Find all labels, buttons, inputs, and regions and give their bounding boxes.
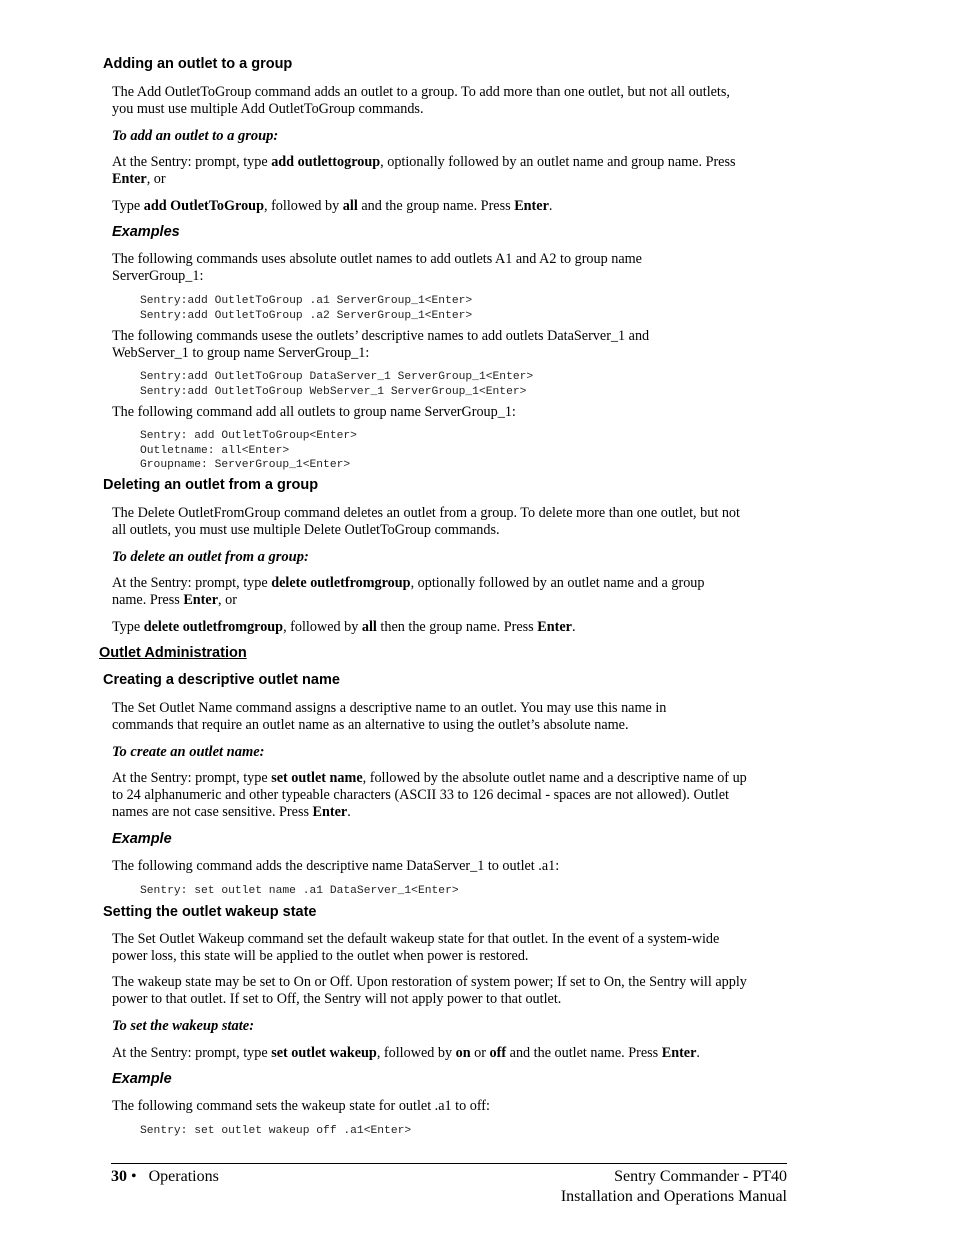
- code-block: [140, 370, 533, 399]
- code-block: [140, 294, 472, 323]
- paragraph: The following commands uses absolute outlet names to add outlets A1 and A2 to group name ServerGroup_1:: [112, 251, 642, 284]
- code-line: Sentry: add OutletToGroup<Enter>: [140, 430, 357, 442]
- heading-wakeup-state: Setting the outlet wakeup state: [103, 904, 317, 920]
- paragraph: The wakeup state may be set to On or Off. Upon restoration of system power; If set to On, the Sentry will apply power to that outlet. If set to Off, the Sentry will not apply power to that outlet.: [112, 974, 747, 1007]
- footer-left: [111, 1167, 219, 1187]
- code-line: Sentry:add OutletToGroup DataServer_1 ServerGroup_1<Enter>: [140, 371, 534, 383]
- paragraph: The following commands usese the outlets’ descriptive names to add outlets DataServer_1 and WebServer_1 to group name ServerGroup_1:: [112, 328, 650, 361]
- bullet-icon: •: [131, 1168, 137, 1185]
- paragraph: The Add OutletToGroup command adds an outlet to a group. To add more than one outlet, but not all outlets, you must use multiple Add OutletToGroup commands.: [112, 84, 730, 117]
- code-line: Sentry: set outlet name .a1 DataServer_1<Enter>: [140, 885, 459, 897]
- paragraph: Type add OutletToGroup, followed by all and the group name. Press Enter.: [112, 198, 553, 214]
- paragraph: At the Sentry: prompt, type delete outletfromgroup, optionally followed by an outlet name and a group name. Press Enter, or: [112, 575, 705, 608]
- heading-creating-name: Creating a descriptive outlet name: [103, 672, 340, 688]
- paragraph: The following command sets the wakeup state for outlet .a1 to off:: [112, 1098, 490, 1114]
- procedure-heading: To create an outlet name:: [112, 744, 265, 760]
- footer-section: Operations: [148, 1168, 219, 1185]
- procedure-heading: To delete an outlet from a group:: [112, 549, 309, 565]
- procedure-heading: To set the wakeup state:: [112, 1018, 255, 1034]
- heading-adding-outlet: Adding an outlet to a group: [103, 56, 293, 72]
- paragraph: At the Sentry: prompt, type add outlettogroup, optionally followed by an outlet name and group name. Press Enter, or: [112, 154, 736, 187]
- page-number: 30: [111, 1168, 127, 1185]
- paragraph: The following command adds the descriptive name DataServer_1 to outlet .a1:: [112, 858, 560, 874]
- code-line: Groupname: ServerGroup_1<Enter>: [140, 459, 351, 471]
- section-heading-outlet-administration: Outlet Administration: [99, 645, 247, 661]
- paragraph: At the Sentry: prompt, type set outlet name, followed by the absolute outlet name and a descriptive name of up to 24 alphanumeric and other typeable characters (ASCII 33 to 126 decimal - spaces are not allowed). Outlet names are not case sensitive. Press Enter.: [112, 770, 747, 820]
- paragraph: At the Sentry: prompt, type set outlet wakeup, followed by on or off and the outlet name. Press Enter.: [112, 1045, 700, 1061]
- code-line: Sentry:add OutletToGroup .a1 ServerGroup_1<Enter>: [140, 295, 473, 307]
- paragraph: The following command add all outlets to group name ServerGroup_1:: [112, 404, 516, 420]
- code-line: Sentry:add OutletToGroup .a2 ServerGroup_1<Enter>: [140, 309, 473, 322]
- code-line: Sentry:add OutletToGroup WebServer_1 ServerGroup_1<Enter>: [140, 385, 527, 398]
- paragraph: The Set Outlet Wakeup command set the default wakeup state for that outlet. In the event of a system-wide power loss, this state will be applied to the outlet when power is restored.: [112, 931, 720, 964]
- examples-heading: Examples: [112, 224, 180, 240]
- example-heading: Example: [112, 1071, 172, 1087]
- code-line: Outletname: all<Enter>: [140, 444, 290, 457]
- paragraph: Type delete outletfromgroup, followed by all then the group name. Press Enter.: [112, 619, 576, 635]
- paragraph: The Set Outlet Name command assigns a descriptive name to an outlet. You may use this name in commands that require an outlet name as an alternative to using the outlet’s absolute name.: [112, 700, 667, 733]
- example-heading: Example: [112, 831, 172, 847]
- code-line: Sentry: set outlet wakeup off .a1<Enter>: [140, 1125, 412, 1137]
- paragraph: The Delete OutletFromGroup command deletes an outlet from a group. To delete more than one outlet, but not all outlets, you must use multiple Delete OutletToGroup commands.: [112, 505, 740, 538]
- footer-manual: Installation and Operations Manual: [560, 1188, 787, 1205]
- footer-product: Sentry Commander - PT40: [614, 1168, 787, 1185]
- heading-deleting-outlet: Deleting an outlet from a group: [103, 477, 319, 493]
- footer-rule: [111, 1163, 787, 1164]
- procedure-heading: To add an outlet to a group:: [112, 128, 279, 144]
- code-block: [140, 429, 357, 473]
